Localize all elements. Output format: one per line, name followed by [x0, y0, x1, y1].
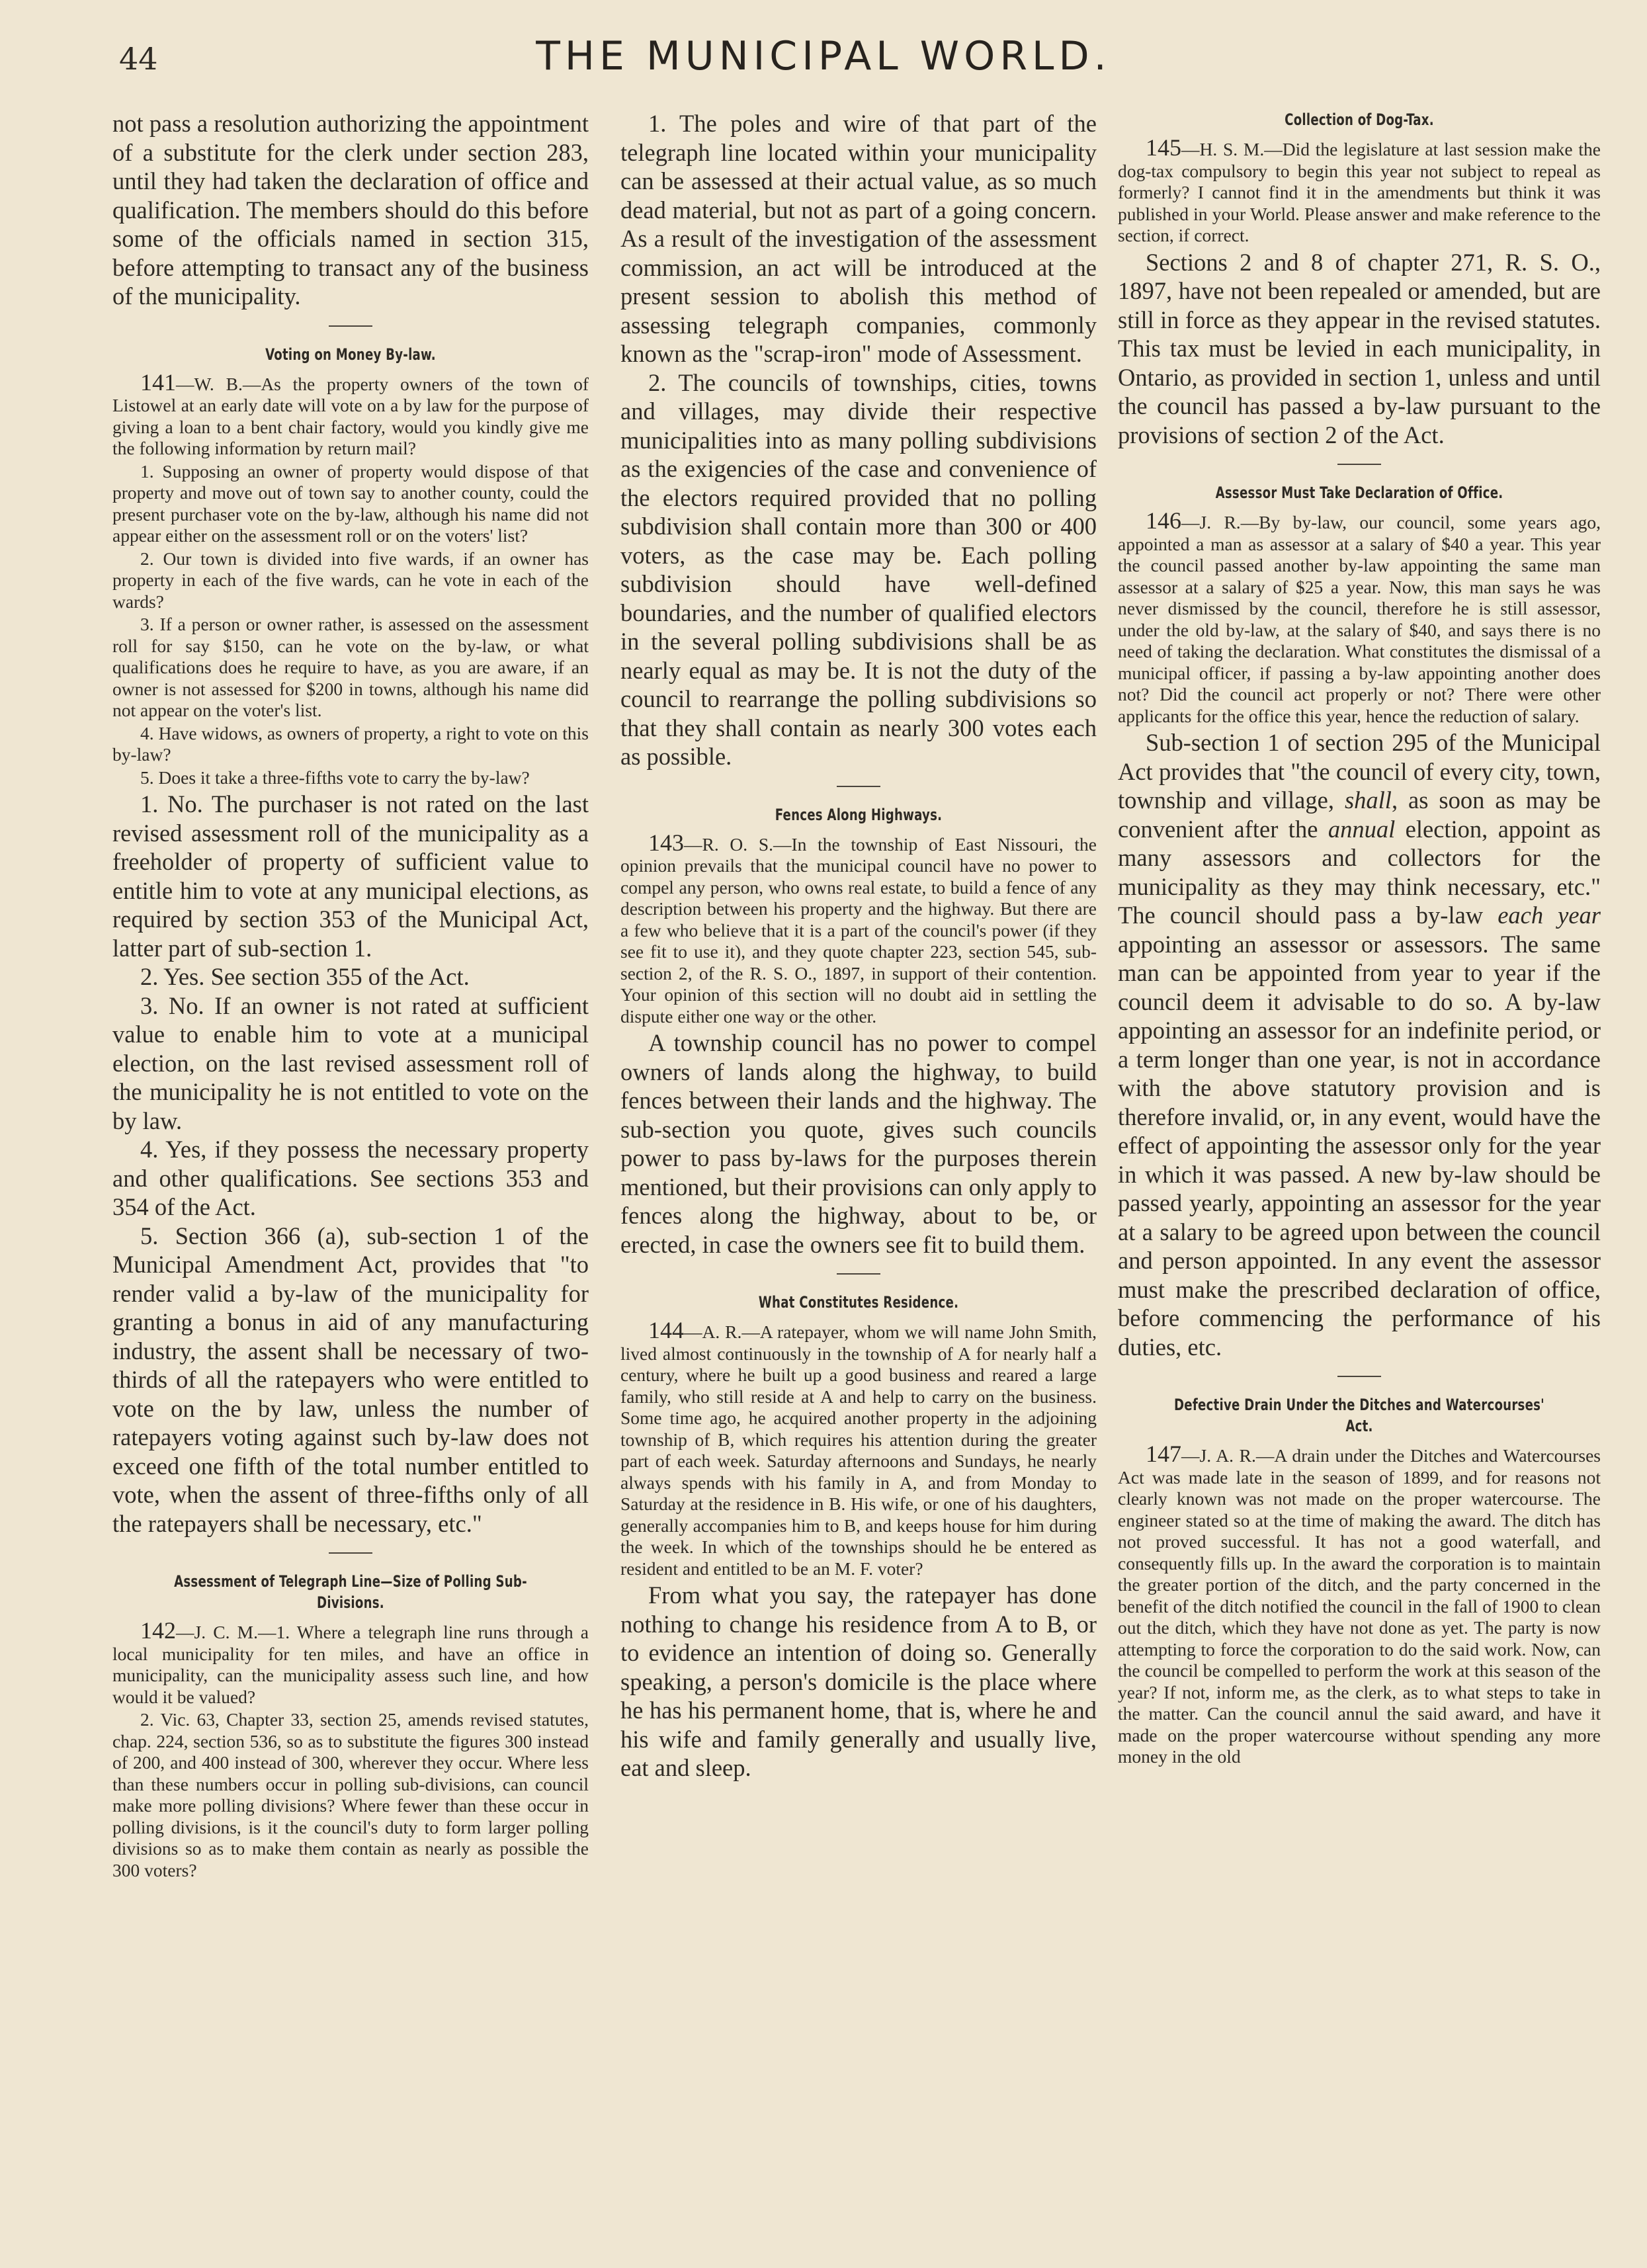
- question-number: 144: [648, 1317, 684, 1343]
- question-item: 4. Have widows, as owners of property, a right to vote on this by-law?: [112, 722, 589, 765]
- question-147: 147—J. A. R.—A drain under the Ditches and Watercourses Act was made late in the season of 1899, and for reasons not clearly known was not made on the proper watercourse. The engineer stated so at the time of making the award. The ditch has not proved successful. It has not a good waterfall, and consequently fills up. In the award the corporation is to maintain the greater portion of the ditch, and the party concerned in the benefit of the ditch notified the council in the fall of 1900 to clean out the ditch, which they have not done as yet. The party is now attempting to force the corporation to do the said work. Now, can the council be compelled to perform the work at this season of the year? If not, inform me, as the clerk, as to what steps to take in the matter. Can the council annul the said award, and have it made on the proper watercourse without spending any more money in the old: [1118, 1441, 1601, 1767]
- question-141: 141—W. B.—As the property owners of the town of Listowel at an early date will vote on a by law for the purpose of giving a loan to a bent chair factory, would you kindly give me the following information by return mail?: [112, 368, 589, 458]
- answer-paragraph: 1. The poles and wire of that part of the telegraph line located within your municipality can be assessed at their actual value, as so much dead material, but not as part of a going concern. As a result of the investigation of the assessment commission, an act will be introduced at the present session to abolish this method of assessing telegraph companies, commonly known as the "scrap-iron" mode of Assessment.: [620, 110, 1097, 367]
- divider: [1337, 1376, 1381, 1377]
- question-number: 145: [1146, 134, 1181, 161]
- question-number: 147: [1146, 1441, 1181, 1467]
- answer-paragraph: 4. Yes, if they possess the necessary property and other qualifications. See sections 353 and 354 of the Act.: [112, 1136, 589, 1220]
- answer-paragraph: 2. The councils of townships, cities, towns and villages, may divide their respective municipalities into as many polling subdivisions as the exigencies of the case and convenience of the electors required provided that no polling subdivision shall contain more than 300 or 400 voters, as the case may be. Each polling subdivision should have well-defined boundaries, and the number of qualified electors in the several polling subdivisions shall be as nearly equal as may be. It is not the duty of the council to rearrange the polling subdivisions so that they shall contain as nearly 300 votes each as possible.: [620, 368, 1097, 770]
- question-number: 141: [140, 368, 176, 396]
- section-heading: Assessment of Telegraph Line—Size of Polling Sub-Divisions.: [174, 1572, 527, 1612]
- divider: [329, 325, 372, 327]
- question-item: 2. Our town is divided into five wards, if an owner has property in each of the five wards, can he vote in each of the wards?: [112, 548, 589, 612]
- answer-paragraph: Sub-section 1 of section 295 of the Municipal Act provides that "the council of every city, town, township and village, shall, as soon as may be convenient after the annual election, appoint as many assessors and collectors for the municipality as they may think necessary, etc." The council should pass a by-law each year appointing an assessor or assessors. The same man can be appointed from year to year if the council deem it advisable to do so. A by-law appointing an assessor for an indefinite period, or a term longer than one year, is not in accordance with the above statutory provision and is therefore invalid, or, in any event, would have the effect of appointing the assessor only for the year in which it was passed. A new by-law should be passed yearly, appointing an assessor for the year at a salary to be agreed upon between the council and person appointed. In any event the assessor must make the prescribed declaration of office, before commencing the performance of his duties, etc.: [1118, 729, 1601, 1361]
- question-item: 2. Vic. 63, Chapter 33, section 25, amends revised statutes, chap. 224, section 536, so as to substitute the figures 300 instead of 200, and 400 instead of 300, wherever they occur. Where less than these numbers occur in polling sub-divisions, can council make more polling divisions? Where fewer than these occur in polling divisions, is it the council's duty to form larger polling divisions so as to make them contain as nearly as possible the 300 voters?: [112, 1709, 589, 1880]
- question-item: 5. Does it take a three-fifths vote to carry the by-law?: [140, 767, 530, 788]
- section-heading: Voting on Money By-law.: [265, 345, 436, 364]
- emphasis: annual: [1328, 815, 1396, 843]
- section-heading: What Constitutes Residence.: [758, 1293, 959, 1312]
- question-145: 145—H. S. M.—Did the legislature at last session make the dog-tax compulsory to begin this year not subject to repeal as formerly? I cannot find it in the amendments but think it was published in your World. Please answer and make reference to the section, if correct.: [1118, 134, 1601, 245]
- question-146: 146—J. R.—By by-law, our council, some years ago, appointed a man as assessor at a salary of $40 a year. This year the council passed another by-law appointing the same man assessor at a salary of $25 a year. Now, this man says he was never dismissed by the council, therefore he is still assessor, under the old by-law, at the salary of $40, and says there is no need of taking the declaration. What constitutes the dismissal of a municipal officer, if passing a by-law appointing another does not? Did the council act properly or not? There were other applicants for the office this year, hence the reduction of salary.: [1118, 507, 1601, 726]
- question-item: 3. If a person or owner rather, is assessed on the assessment roll for say $150, can he vote on the by-law, or what qualifications does he require to have, as you are aware, if an owner is not assessed for $200 in towns, although his name did not appear on the voter's list.: [112, 614, 589, 720]
- paragraph: not pass a resolution authorizing the appointment of a substitute for the clerk under section 283, until they had taken the declaration of office and qualification. The members should do this before some of the officials named in section 315, before attempting to transact any of the business of the municipality.: [112, 110, 589, 310]
- section-heading: Fences Along Highways.: [775, 805, 943, 824]
- column-2: [620, 109, 1097, 2228]
- section-heading: Collection of Dog-Tax.: [1285, 110, 1434, 129]
- answer-paragraph: A township council has no power to compel owners of lands along the highway, to build fences between their lands and the highway. The sub-section you quote, gives such councils power to pass by-laws for the purposes therein mentioned, but their provisions can only apply to fences along the highway, about to be, or erected, in case the owners see fit to build them.: [620, 1029, 1097, 1258]
- divider: [837, 786, 880, 787]
- question-143: 143—R. O. S.—In the township of East Nissouri, the opinion prevails that the municipal council have no power to compel any person, who owns real estate, to build a fence of any description between his property and the highway. But there are a few who believe that it is a part of the council's power (if they see fit to use it), and they quote chapter 223, section 545, sub-section 2, of the R. S. O., 1897, in support of their contention. Your opinion of this section will no doubt aid in settling the dispute either one way or the other.: [620, 829, 1097, 1027]
- emphasis: shall: [1344, 786, 1392, 814]
- answer-paragraph: 1. No. The purchaser is not rated on the last revised assessment roll of the municipality as a freeholder of property of sufficient value to entitle him to vote at any municipal elections, as required by section 353 of the Municipal Act, latter part of sub-section 1.: [112, 790, 589, 962]
- section-heading: Assessor Must Take Declaration of Office.: [1215, 483, 1503, 502]
- emphasis: each year: [1498, 902, 1601, 929]
- question-142: 142—J. C. M.—1. Where a telegraph line runs through a local municipality for ten miles, and have an office in municipality, can the municipality assess such line, and how would it be valued?: [112, 1617, 589, 1707]
- answer-paragraph: Sections 2 and 8 of chapter 271, R. S. O., 1897, have not been repealed or amended, but are still in force as they appear in the revised statutes. This tax must be levied in each municipality, in Ontario, as provided in section 1, unless and until the council has passed a by-law pursuant to the provisions of section 2 of the Act.: [1118, 248, 1601, 448]
- question-number: 143: [648, 829, 684, 856]
- divider: [837, 1273, 880, 1275]
- page-number: 44: [119, 41, 158, 77]
- answer-paragraph: From what you say, the ratepayer has done nothing to change his residence from A to B, or to evidence an intention of doing so. Generally speaking, a person's domicile is the place where he has his permanent home, that is, where he and his wife and family generally and usually live, eat and sleep.: [620, 1581, 1097, 1781]
- column-3: [1118, 109, 1601, 2228]
- section-heading: Defective Drain Under the Ditches and Watercourses' Act.: [1173, 1396, 1544, 1435]
- question-item: 1. Supposing an owner of property would dispose of that property and move out of town say to another county, could the present purchaser vote on the by-law, although his name did not appear either on the assessment roll or on the voters' list?: [112, 460, 589, 546]
- question-number: 146: [1146, 507, 1181, 534]
- divider: [1337, 464, 1381, 465]
- answer-paragraph: 2. Yes. See section 355 of the Act.: [140, 963, 470, 990]
- question-number: 142: [140, 1617, 176, 1644]
- divider: [329, 1552, 372, 1554]
- column-1: [112, 109, 589, 2228]
- masthead-title: THE MUNICIPAL WORLD.: [536, 33, 1111, 79]
- answer-paragraph: 3. No. If an owner is not rated at sufficient value to enable him to vote at a municipal election, on the last revised assessment roll of the municipality he is not entitled to vote on the by law.: [112, 991, 589, 1134]
- answer-paragraph: 5. Section 366 (a), sub-section 1 of the Municipal Amendment Act, provides that "to render valid a by-law of the municipality for granting a bonus in aid of any manufacturing industry, the assent shall be necessary of two-thirds of all the ratepayers who were entitled to vote on the by law, unless the number of ratepayers voting against such by-law does not exceed one fifth of the total number entitled to vote, when the assent of three-fifths only of all the ratepayers shall be necessary, etc.": [112, 1222, 589, 1537]
- question-144: 144—A. R.—A ratepayer, whom we will name John Smith, lived almost continuously in the township of A for nearly half a century, where he built up a good business and reared a large family, who still reside at A and help to carry on the business. Some time ago, he acquired another property in the adjoining township of B, which requires his attention during the greater part of each week. Saturday afternoons and Sundays, he nearly always spends with his family in A, and from Monday to Saturday at the residence in B. His wife, or one of his daughters, generally accompanies him to B, and keeps house for him during the week. In which of the townships should he be entered as resident and entitled to be an M. F. voter?: [620, 1317, 1097, 1579]
